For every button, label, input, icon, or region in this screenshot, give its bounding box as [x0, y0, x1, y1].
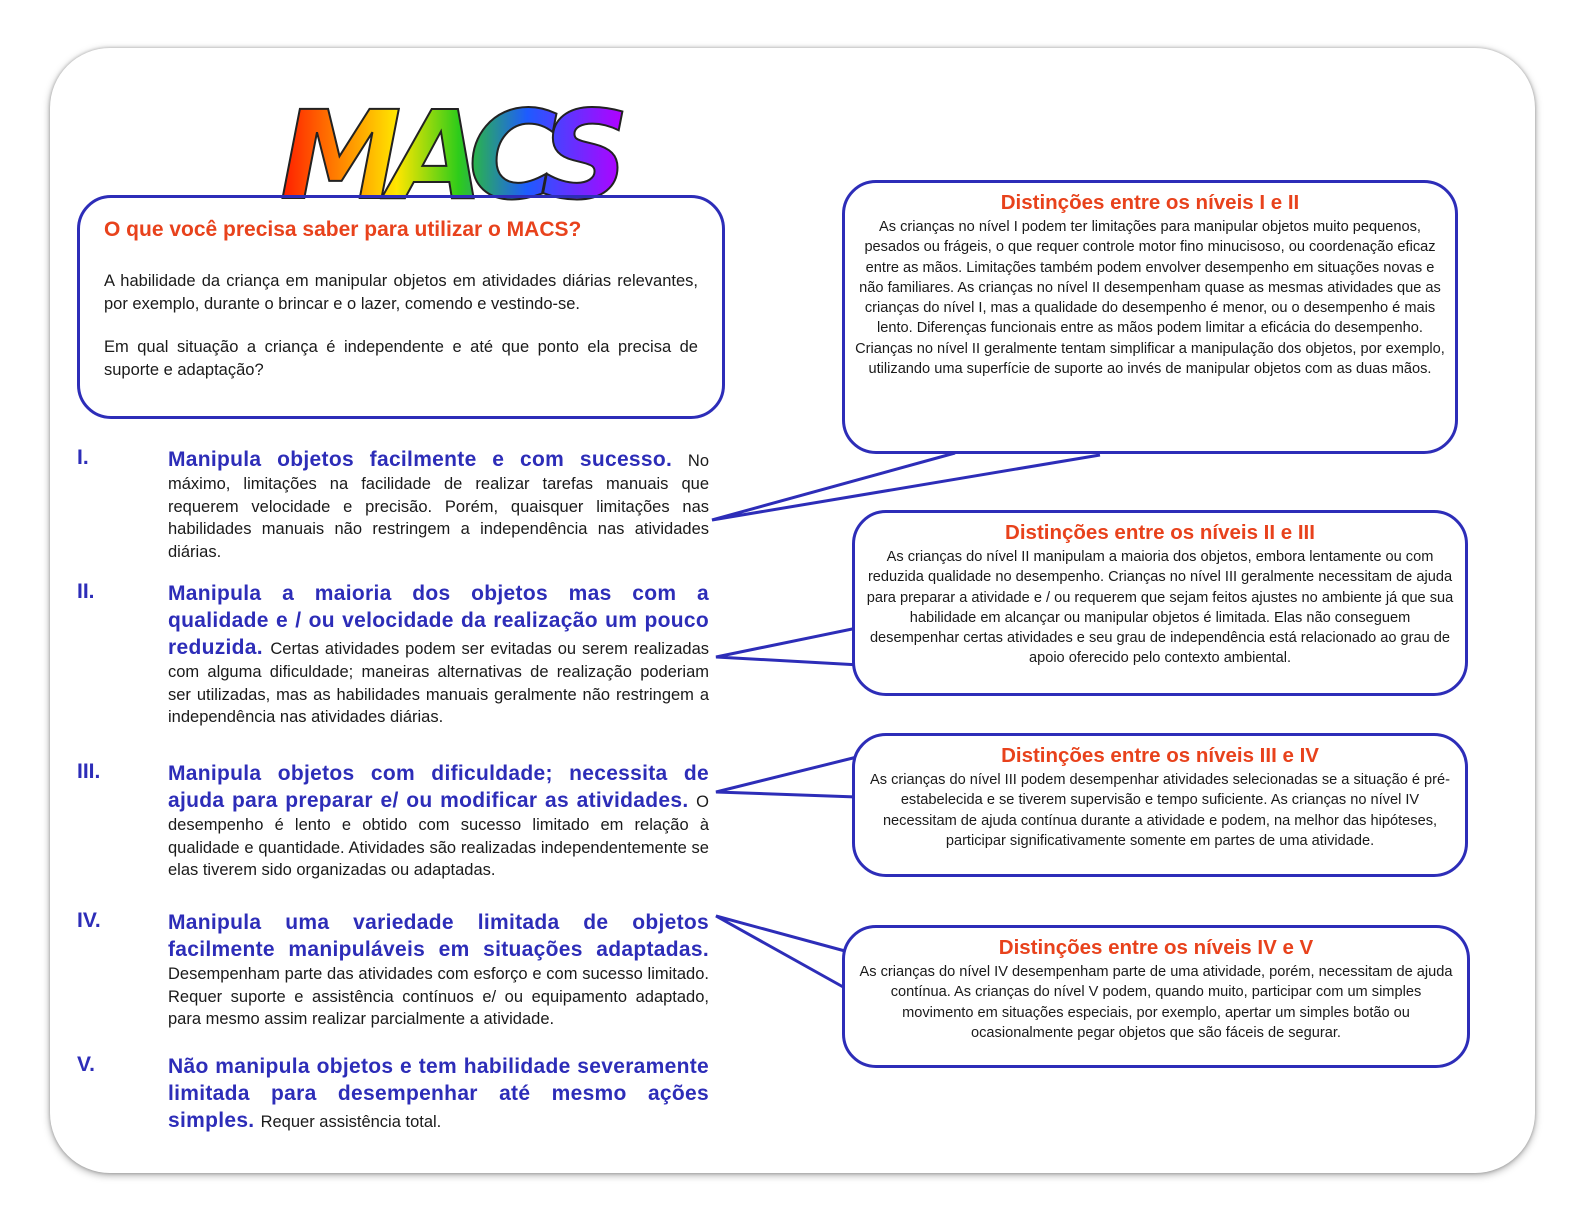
level-5: [77, 1053, 709, 1134]
level-title: Manipula uma variedade limitada de objetos facilmente manipuláveis em situações adaptadas.: [168, 911, 709, 961]
intro-paragraph-2: Em qual situação a criança é independente e até que ponto ela precisa de suporte e adaptação?: [104, 338, 698, 379]
distinction-text: As crianças do nível III podem desempenhar atividades selecionadas se a situação é pré-estabelecida e se tiverem supervisão e tempo suficiente. As crianças no nível IV necessitam de ajuda contínua durante a atividade e podem, na melhor das hipóteses, participar significativamente somente em partes de uma atividade.: [869, 772, 1451, 849]
level-description: No máximo, limitações na facilidade de realizar tarefas manuais que requerem velocidade e precisão. Porém, quaisquer limitações nas habilidades manuais não restringem a independência nas atividades diárias.: [168, 452, 709, 561]
intro-paragraph-1: A habilidade da criança em manipular objetos em atividades diárias relevantes, por exemplo, durante o brincar e o lazer, comendo e vestindo-se.: [104, 272, 698, 313]
distinction-title: Distinções entre os níveis III e IV: [1001, 744, 1319, 767]
level-title: Não manipula objetos e tem habilidade severamente limitada para desempenhar até mesmo ações simples.: [168, 1055, 709, 1132]
level-description: Requer assistência total.: [260, 1113, 442, 1131]
level-title: Manipula a maioria dos objetos mas com a qualidade e / ou velocidade da realização um pouco reduzida.: [168, 582, 709, 659]
level-numeral: V.: [77, 1053, 95, 1076]
level-numeral: II.: [77, 580, 95, 603]
level-description: O desempenho é lento e obtido com sucesso limitado em relação à qualidade e quantidade. Atividades são realizadas independentemente se elas tiverem sido organizadas ou adaptadas.: [168, 793, 709, 879]
distinction-text: As crianças do nível IV desempenham parte de uma atividade, porém, necessitam de ajuda contínua. As crianças do nível V podem, quando muito, participar com um simples movimento em situações especiais, por exemplo, apertar um simples botão ou ocasionalmente pegar objetos que são fáceis de segurar.: [859, 964, 1453, 1041]
level-3: [77, 760, 709, 882]
level-1: [77, 446, 709, 563]
distinction-box-4-5: [842, 925, 1470, 1068]
level-numeral: III.: [77, 760, 101, 783]
macs-logo: [272, 85, 618, 227]
level-2: [77, 580, 709, 729]
level-4: [77, 909, 709, 1031]
distinction-title: Distinções entre os níveis II e III: [1005, 521, 1315, 544]
intro-box: [77, 195, 725, 419]
level-title: Manipula objetos facilmente e com sucesso.: [168, 448, 688, 471]
distinction-text: As crianças no nível I podem ter limitações para manipular objetos muito pequenos, pesados ou frágeis, o que requer controle motor fino minucisoso, ou coordenação eficaz entre as mãos. Limitações também podem envolver desempenho em situações novas e não familiares. As crianças no nível II desempenham quase as mesmas atividades que as crianças do nível I, mas a qualidade do desempenho é menor, ou o desempenho é mais lento. Diferenças funcionais entre as mãos podem limitar a eficácia do desempenho. Crianças no nível II geralmente tentam simplificar a manipulação dos objetos, por exemplo, utilizando uma superfície de suporte ao invés de manipular objetos com as duas mãos.: [855, 219, 1445, 378]
distinction-box-2-3: [852, 510, 1468, 696]
distinction-title: Distinções entre os níveis I e II: [1000, 191, 1300, 214]
distinction-text: As crianças do nível II manipulam a maioria dos objetos, embora lentamente ou com reduzida qualidade no desempenho. Crianças no nível III geralmente necessitam de ajuda para preparar a atividade e / ou requerem que sejam feitos ajustes no ambiente já que sua habilidade em alcançar ou manipular objetos é limitada. Elas não conseguem desempenhar certas atividades e seu grau de independência está relacionado ao grau de apoio oferecido pelo contexto ambiental.: [866, 549, 1454, 667]
intro-title: O que você precisa saber para utilizar o MACS?: [104, 218, 582, 241]
level-title: Manipula objetos com dificuldade; necessita de ajuda para preparar e/ ou modificar as atividades.: [168, 762, 709, 812]
level-numeral: IV.: [77, 909, 101, 932]
distinction-box-1-2: [842, 180, 1458, 454]
level-numeral: I.: [77, 446, 89, 469]
level-description: Certas atividades podem ser evitadas ou serem realizadas com alguma dificuldade; maneiras alternativas de realização poderiam ser utilizadas, mas as habilidades manuais geralmente não restringem a independência nas atividades diárias.: [168, 640, 709, 726]
distinction-box-3-4: [852, 733, 1468, 877]
logo-wordmark: MACS: [280, 85, 618, 227]
level-description: Desempenham parte das atividades com esforço e com sucesso limitado. Requer suporte e assistência contínuos e/ ou equipamento adaptado, para mesmo assim realizar parcialmente a atividade.: [168, 965, 709, 1028]
distinction-title: Distinções entre os níveis IV e V: [998, 936, 1314, 959]
